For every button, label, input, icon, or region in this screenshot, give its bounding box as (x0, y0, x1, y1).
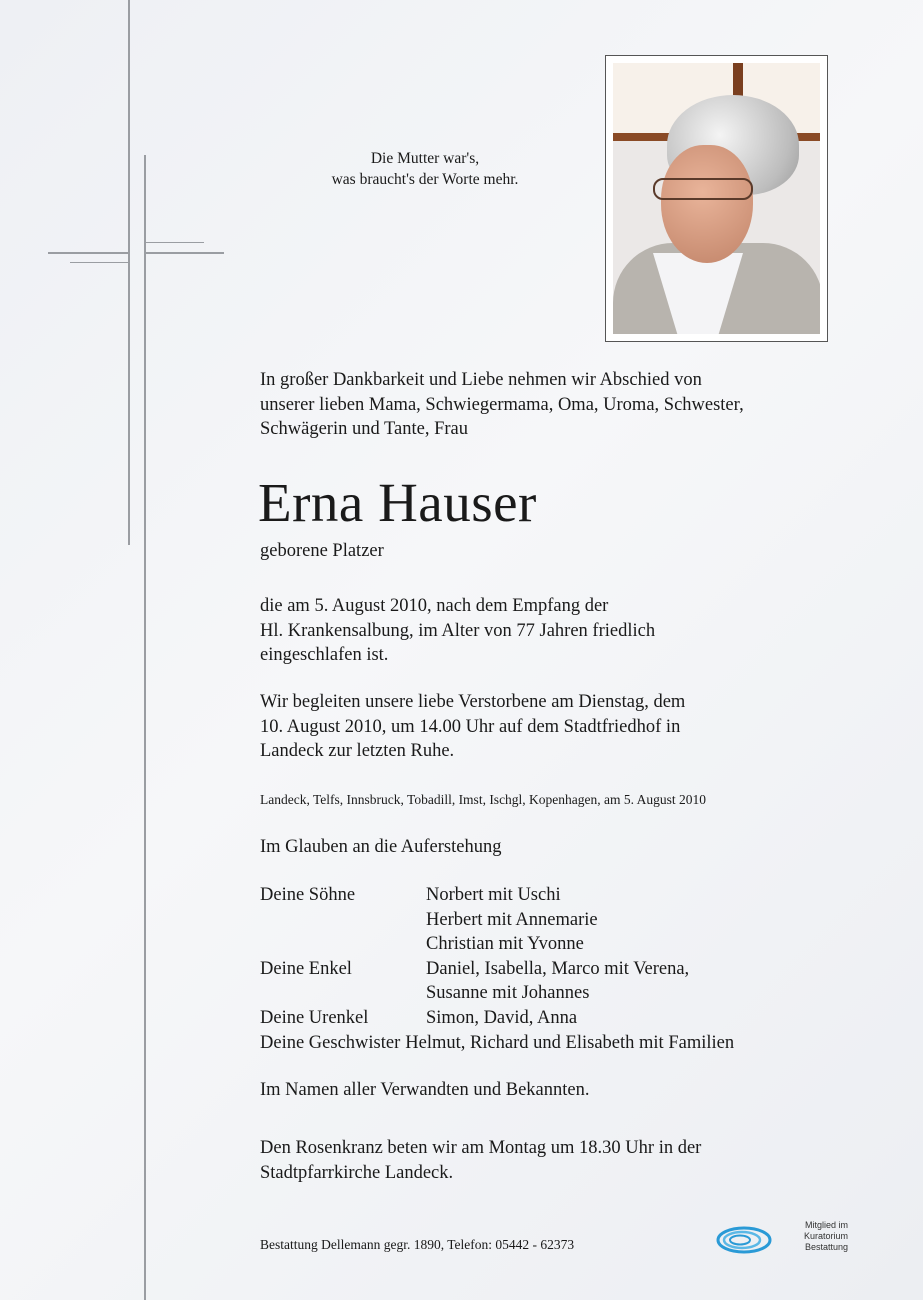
family-value: Susanne mit Johannes (426, 983, 590, 1004)
cross-horizontal-line-1 (48, 252, 128, 254)
family-value: Helmut, Richard und Elisabeth mit Familien (405, 1032, 735, 1053)
death-line: eingeschlafen ist. (260, 645, 389, 665)
family-row (260, 957, 734, 982)
family-row (260, 932, 734, 957)
family-value: Daniel, Isabella, Marco mit Verena, (426, 958, 690, 979)
rosary-text (260, 1136, 701, 1185)
logo-text-line: Kuratorium Bestattung (803, 1231, 848, 1252)
cross-horizontal-line-4 (146, 252, 224, 254)
funeral-home-footer: Bestattung Dellemann gegr. 1890, Telefon: 05442 - 62373 (260, 1237, 575, 1252)
family-label (260, 981, 426, 1006)
burial-line: Wir begleiten unsere liebe Verstorbene am Dienstag, dem (260, 692, 686, 712)
logo-text-line: Mitglied im (804, 1220, 848, 1230)
burial-line: Landeck zur letzten Ruhe. (260, 741, 455, 761)
family-value: Norbert mit Uschi (426, 885, 561, 905)
epigraph-line: Die Mutter war's, (370, 150, 480, 167)
logo-text (782, 1220, 848, 1253)
rosary-line: Den Rosenkranz beten wir am Montag um 18.30 Uhr in der (260, 1138, 702, 1158)
burial-text (260, 690, 685, 764)
intro-line: Schwägerin und Tante, Frau (260, 419, 468, 439)
epigraph-line: was braucht's der Worte mehr. (331, 171, 519, 188)
family-label (260, 932, 426, 957)
family-value: Herbert mit Annemarie (426, 909, 598, 930)
family-value: Christian mit Yvonne (426, 934, 584, 955)
portrait-photo-frame (605, 55, 828, 342)
relatives-line: Im Namen aller Verwandten und Bekannten. (260, 1080, 590, 1100)
family-label: Deine Geschwister (260, 1032, 401, 1053)
cross-horizontal-line-3 (146, 242, 204, 243)
intro-line: In großer Dankbarkeit und Liebe nehmen wir Abschied von (260, 370, 702, 390)
burial-line: 10. August 2010, um 14.00 Uhr auf dem Stadtfriedhof in (260, 716, 681, 737)
death-text (260, 594, 655, 668)
family-row (260, 908, 734, 933)
deceased-name: Erna Hauser (258, 472, 537, 533)
family-label: Deine Söhne (260, 885, 356, 905)
family-row (260, 981, 734, 1006)
family-label: Deine Urenkel (260, 1007, 369, 1028)
cross-horizontal-line-2 (70, 262, 128, 263)
family-list (260, 883, 734, 1055)
family-row (260, 1031, 734, 1056)
cross-vertical-line-1 (128, 0, 130, 545)
family-value: Simon, David, Anna (426, 1007, 578, 1028)
intro-text (260, 368, 744, 442)
epigraph (300, 148, 550, 190)
places-date: Landeck, Telfs, Innsbruck, Tobadill, Imst, Ischgl, Kopenhagen, am 5. August 2010 (260, 792, 707, 807)
rosary-line: Stadtpfarrkirche Landeck. (260, 1162, 454, 1183)
swirl-logo-icon (716, 1218, 776, 1258)
birth-name: geborene Platzer (260, 541, 384, 561)
faith-line: Im Glauben an die Auferstehung (260, 837, 502, 857)
family-row (260, 1006, 734, 1031)
portrait-photo (613, 63, 820, 334)
intro-line: unserer lieben Mama, Schwiegermama, Oma, Uroma, Schwester, (260, 394, 744, 415)
family-label: Deine Enkel (260, 958, 352, 979)
cross-vertical-line-2 (144, 155, 146, 1300)
kuratorium-logo (716, 1218, 851, 1258)
family-label (260, 908, 426, 933)
death-line: Hl. Krankensalbung, im Alter von 77 Jahren friedlich (260, 620, 656, 641)
family-row (260, 883, 734, 908)
death-line: die am 5. August 2010, nach dem Empfang der (260, 596, 609, 616)
